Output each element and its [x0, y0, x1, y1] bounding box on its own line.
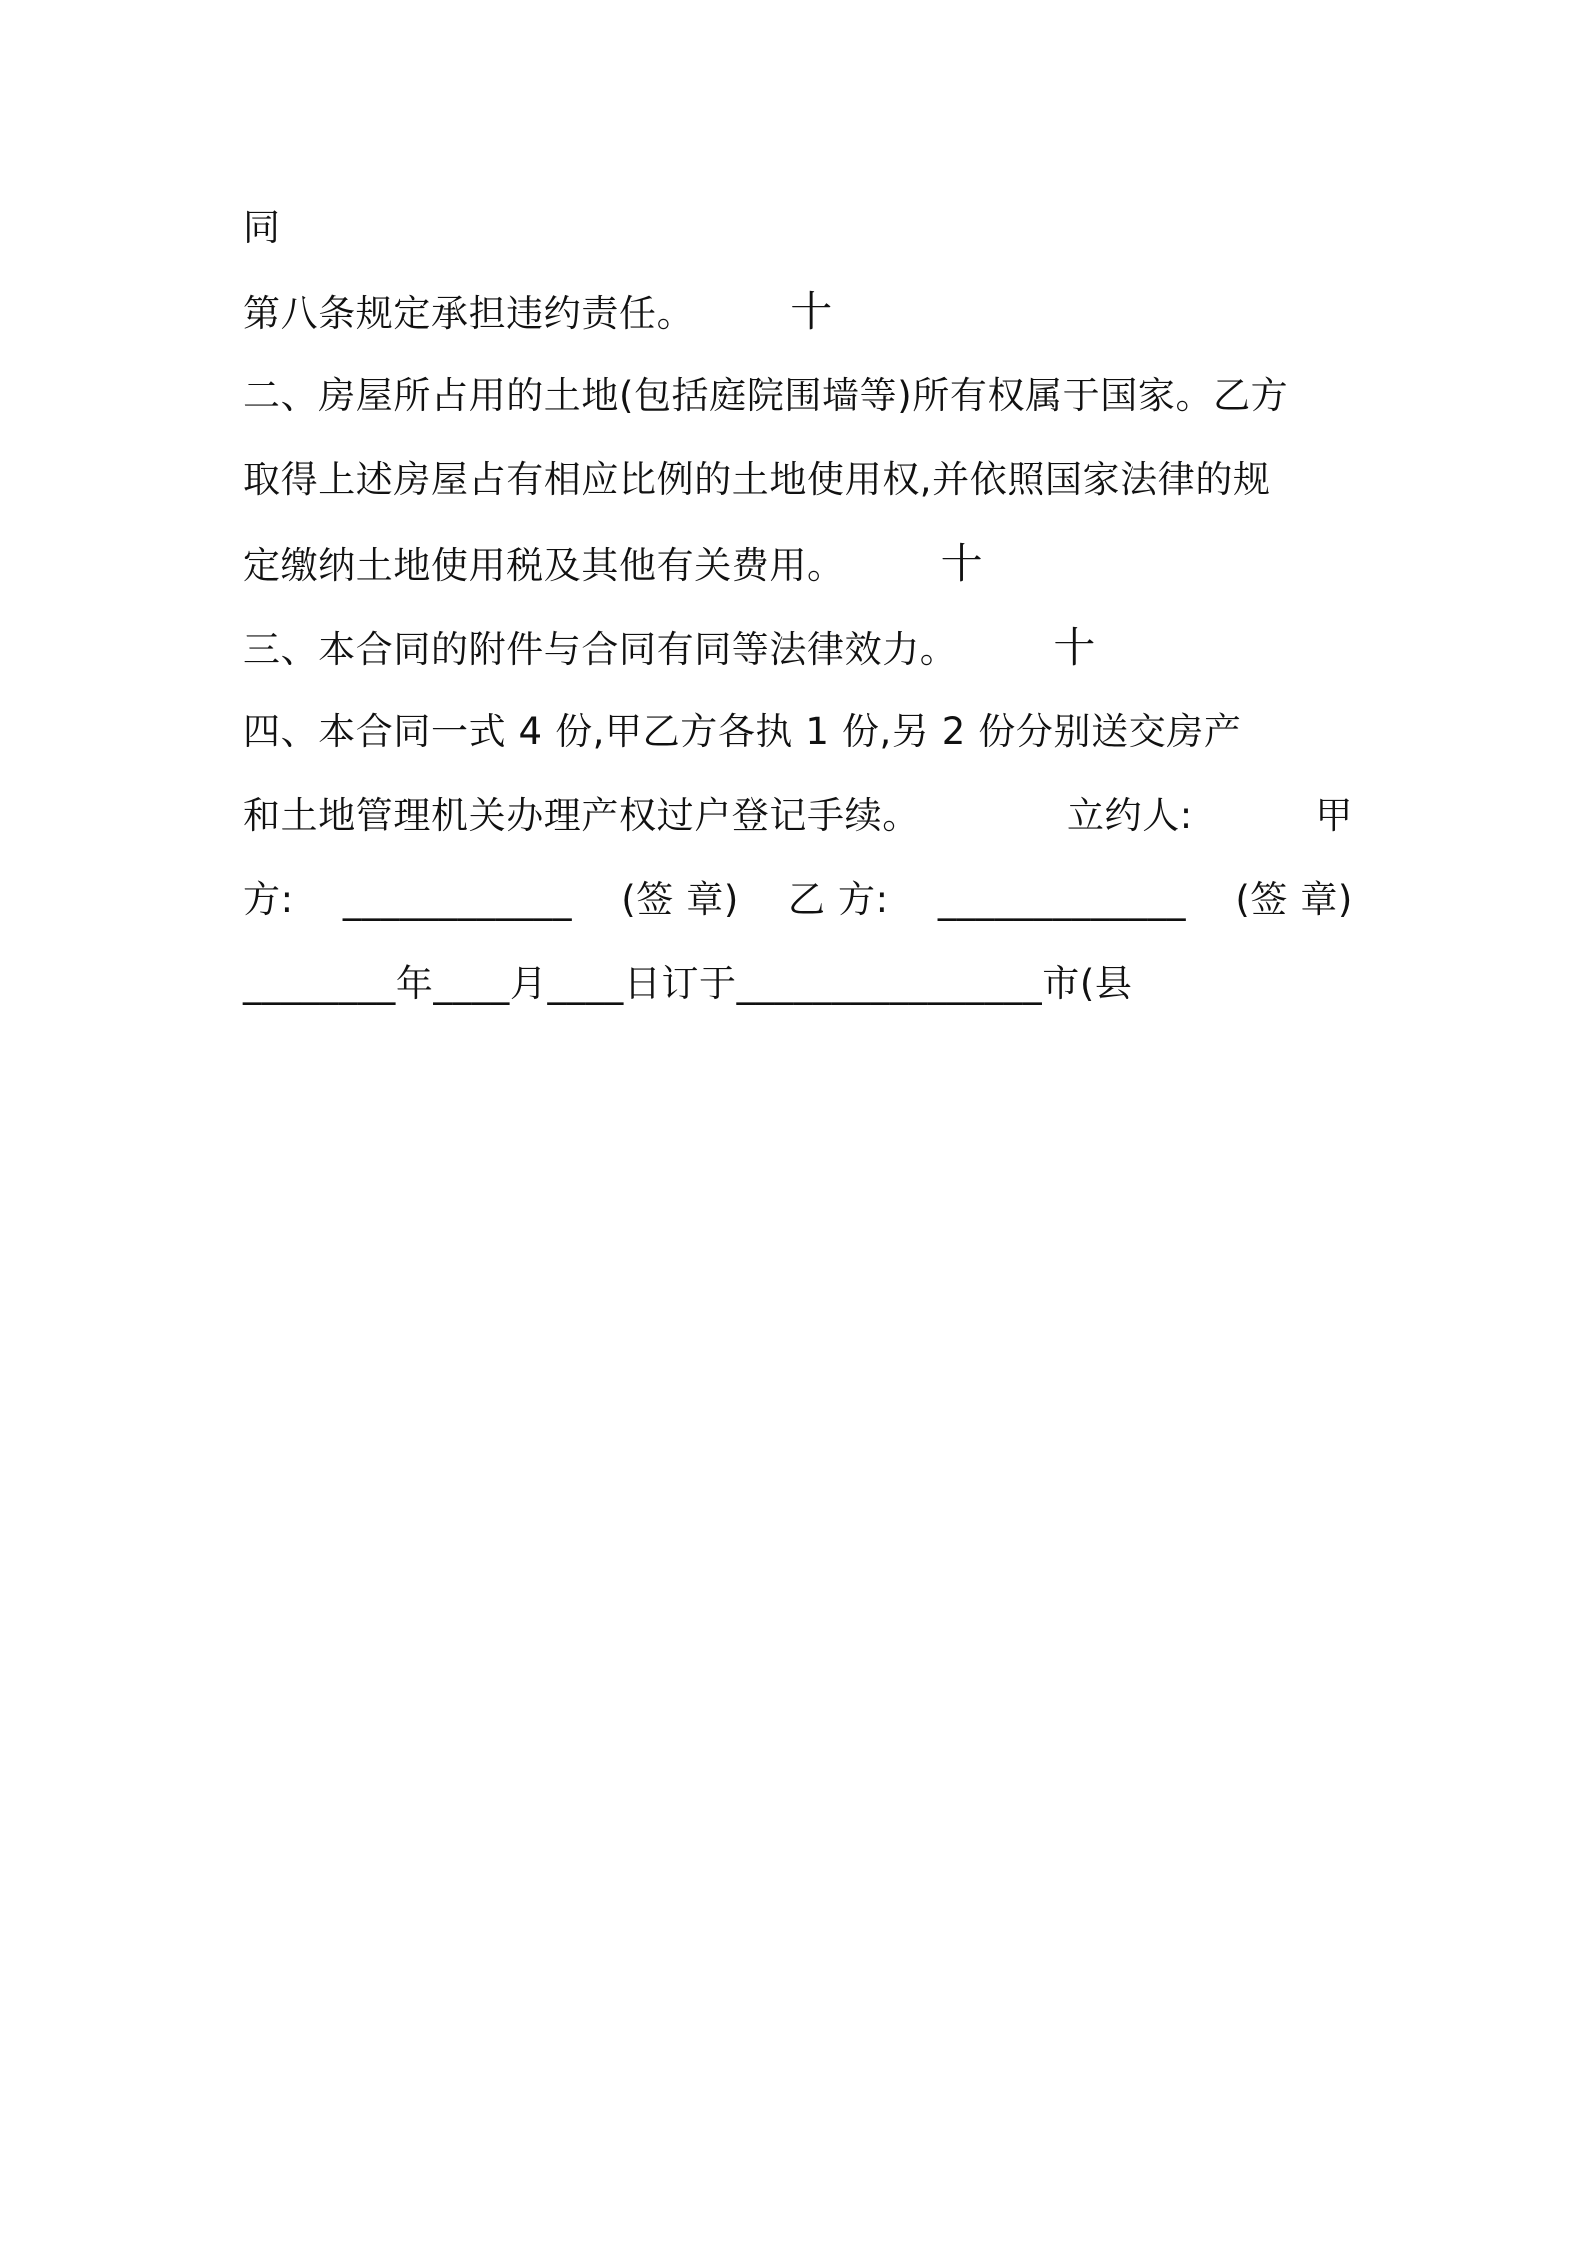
party-a-label-start: 甲 [1315, 794, 1353, 837]
text-line-2 [243, 284, 1353, 340]
text-line-1 [243, 200, 1353, 256]
text-line-3 [243, 368, 1353, 424]
day-blank: ____ [547, 962, 624, 1005]
day-label: 日订于 [623, 962, 737, 1005]
cross-mark: 十 [790, 287, 833, 336]
text-fragment: 第八条规定承担违约责任。 [243, 292, 695, 335]
text-line-6 [243, 620, 1353, 676]
month-label: 月 [509, 962, 548, 1005]
party-a-signature-blank: ____________ [342, 878, 573, 921]
text-fragment: 四、本合同一式 4 份,甲乙方各执 1 份,另 2 份分别送交房产 [243, 710, 1242, 753]
text-line-8 [243, 788, 1353, 844]
party-b-signature-blank: _____________ [937, 878, 1187, 921]
city-county-label: 市(县 [1042, 962, 1133, 1005]
text-fragment: 定缴纳土地使用税及其他有关费用。 [243, 544, 845, 587]
date-line [243, 956, 1353, 1012]
text-line-4 [243, 452, 1353, 508]
text-fragment: 和土地管理机关办理产权过户登记手续。 [243, 794, 920, 837]
text-fragment: 取得上述房屋占有相应比例的土地使用权,并依照国家法律的规 [243, 458, 1271, 501]
text-line-7 [243, 704, 1353, 760]
text-fragment: 三、本合同的附件与合同有同等法律效力。 [243, 628, 958, 671]
party-b-label: 乙 方: [788, 878, 889, 921]
party-b-seal-label: (签 章) [1235, 878, 1353, 921]
signer-label: 立约人: [1067, 794, 1193, 837]
text-fragment: 二、房屋所占用的土地(包括庭院围墙等)所有权属于国家。乙方 [243, 374, 1289, 417]
year-label: 年 [395, 962, 434, 1005]
year-blank: ________ [243, 962, 396, 1005]
cross-mark: 十 [1053, 623, 1097, 672]
text-line-5 [243, 536, 1353, 592]
cross-mark: 十 [940, 539, 984, 588]
signature-line [243, 872, 1353, 928]
month-blank: ____ [433, 962, 510, 1005]
party-a-seal-label: (签 章) [621, 878, 739, 921]
place-blank: ________________ [736, 962, 1043, 1005]
party-a-label: 方: [243, 878, 294, 921]
text-fragment: 同 [243, 206, 281, 249]
